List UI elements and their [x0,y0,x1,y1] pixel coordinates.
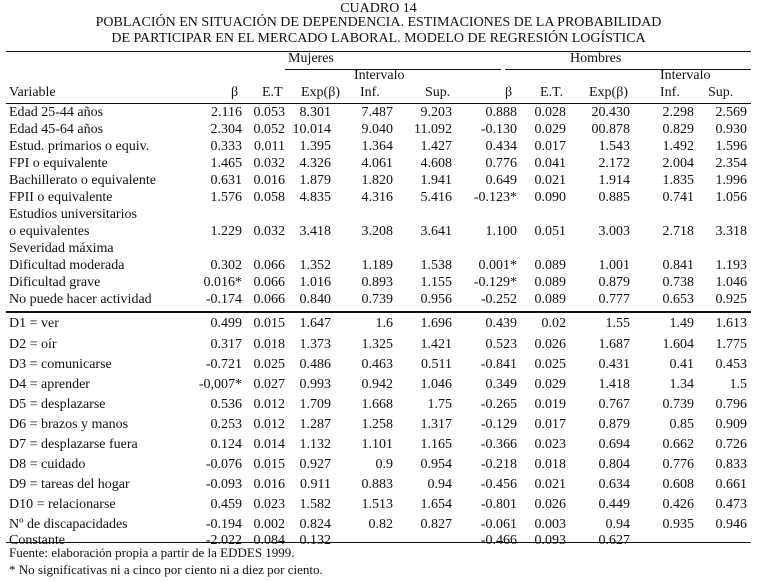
row-label: Bachillerato o equivalente [9,173,156,188]
table-title-line-1: POBLACIÓN EN SITUACIÓN DE DEPENDENCIA. ESTIMACIONES DE LA PROBABILIDAD [95,15,662,30]
cell-et-m: 0.084 [253,533,285,548]
cell-sup-h: 1.775 [715,336,747,352]
cell-sup-h: 3.318 [715,224,747,239]
cell-inf-m: 0.739 [361,292,393,307]
cell-sup-h: 0.925 [715,292,747,307]
cell-sup-h: 0.726 [715,436,747,452]
cell-inf-m: 1.364 [361,139,393,154]
cell-inf-m: 7.487 [361,105,393,120]
cell-et-m: 0.027 [253,376,285,392]
cell-beta-m: -0.174 [205,292,242,307]
cell-sup-m: 0.94 [427,476,452,492]
cell-inf-h: 0.776 [662,456,694,472]
row-label: FPII o equivalente [9,190,113,205]
row-label: Estudios universitarios [9,207,137,222]
cell-et-h: 0.029 [534,122,566,137]
cell-et-h: 0.028 [534,105,566,120]
cell-et-h: 0.023 [534,436,566,452]
cell-inf-m: 0.942 [361,376,393,392]
cell-inf-m: 0.82 [368,516,393,532]
row-label: D10 = relacionarse [9,496,116,512]
cell-beta-m: -0.093 [205,476,242,492]
cell-inf-h: 0.738 [662,275,694,290]
cell-sup-m: 3.641 [420,224,452,239]
cell-beta-m: 1.465 [210,156,242,171]
cell-beta-h: -0.130 [480,122,517,137]
row-label: D7 = desplazarse fuera [9,436,138,452]
cell-beta-m: 0.459 [210,496,242,512]
table-row [0,415,757,435]
cell-beta-h: -0.061 [480,516,517,532]
cell-inf-h: 2.298 [662,105,694,120]
row-label: D9 = tareas del hogar [9,476,130,492]
cell-beta-m: -2.022 [205,533,242,548]
cell-expb-m: 0.486 [299,356,331,372]
cell-inf-m: 1.325 [361,336,393,352]
row-label: Nº de discapacidades [9,516,128,532]
cell-beta-m: 0.016* [203,275,242,290]
mujeres-underline [285,69,501,70]
cell-et-h: 0.018 [534,456,566,472]
cell-expb-m: 4.326 [299,156,331,171]
cell-et-h: 0.041 [534,156,566,171]
cell-beta-h: -0.129* [473,275,517,290]
cell-inf-m: 1.258 [361,416,393,432]
hombres-underline [505,69,751,70]
cell-et-h: 0.026 [534,496,566,512]
cell-sup-m: 1.654 [420,496,452,512]
table-row [0,122,757,139]
cell-inf-h: 0.935 [662,516,694,532]
cell-expb-h: 0.804 [598,456,630,472]
cuadro-label: CUADRO 14 [340,1,417,16]
cell-beta-m: 0.499 [210,315,242,331]
cell-inf-m: 0.9 [375,456,393,472]
row-label: Constante [9,533,65,548]
cell-sup-h: 0.930 [715,122,747,137]
table-row [0,355,757,375]
cell-expb-h: 0.634 [598,476,630,492]
source-note: Fuente: elaboración propia a partir de la EDDES 1999. [9,545,295,560]
cell-expb-h: 1.55 [605,315,630,331]
cell-inf-m: 1.101 [361,436,393,452]
table-row [0,258,757,275]
cell-sup-m: 4.608 [420,156,452,171]
cell-beta-h: -0.841 [480,356,517,372]
row-label: D8 = cuidado [9,456,86,472]
cell-beta-h: -0.466 [480,533,517,548]
cell-expb-m: 1.132 [299,436,331,452]
cell-inf-h: 1.835 [662,173,694,188]
cell-beta-h: -0.456 [480,476,517,492]
cell-beta-h: -0.218 [480,456,517,472]
cell-inf-h: 2.718 [662,224,694,239]
cell-expb-h: 0.777 [598,292,630,307]
row-label: D5 = desplazarse [9,396,106,412]
cell-inf-h: 0.653 [662,292,694,307]
cell-expb-m: 0.927 [299,456,331,472]
cell-et-h: 0.089 [534,275,566,290]
cell-beta-h: -0.801 [480,496,517,512]
cell-expb-m: 1.879 [299,173,331,188]
cell-beta-m: 0.124 [210,436,242,452]
cell-et-h: 0.025 [534,356,566,372]
cell-expb-m: 8.301 [299,105,331,120]
table-row [0,314,757,334]
table-row [0,207,757,241]
cell-inf-m: 0.463 [361,356,393,372]
cell-sup-m: 1.155 [420,275,452,290]
cell-inf-h: 0.829 [662,122,694,137]
cell-sup-m: 0.511 [421,356,452,372]
cell-sup-h: 1.193 [715,258,747,273]
cell-sup-h: 1.996 [715,173,747,188]
table-row [0,395,757,415]
col-expb-h: Exp(β) [589,85,628,100]
cell-beta-m: 1.576 [210,190,242,205]
cell-sup-m: 5.416 [420,190,452,205]
cell-et-m: 0.023 [253,496,285,512]
cell-expb-h: 1.418 [598,376,630,392]
cell-beta-m: -0.076 [205,456,242,472]
row-label-continued: o equivalentes [9,224,90,239]
cell-beta-m: -0.194 [205,516,242,532]
cell-inf-h: 1.604 [662,336,694,352]
cell-beta-m: 0.536 [210,396,242,412]
cell-inf-h: 0.662 [662,436,694,452]
col-beta-h: β [505,85,513,100]
cell-sup-h: 2.569 [715,105,747,120]
cell-expb-m: 0.824 [299,516,331,532]
cell-sup-m: 0.827 [420,516,452,532]
cell-sup-h: 0.661 [715,476,747,492]
cell-expb-h: 0.885 [598,190,630,205]
cell-inf-h: 1.492 [662,139,694,154]
cell-et-m: 0.066 [253,258,285,273]
cell-beta-h: -0.129 [480,416,517,432]
cell-beta-h: 0.349 [485,376,517,392]
col-sup-m: Sup. [425,85,451,100]
table-row [0,105,757,122]
cell-inf-h: 0.41 [669,356,694,372]
cell-expb-h: 1.543 [598,139,630,154]
row-label: Estud. primarios o equiv. [9,139,150,154]
col-et-h: E.T. [540,85,564,100]
cell-et-h: 0.089 [534,292,566,307]
cell-et-h: 0.017 [534,139,566,154]
cell-sup-m: 1.75 [427,396,452,412]
cell-sup-m: 1.696 [420,315,452,331]
cell-et-m: 0.066 [253,292,285,307]
row-label: D6 = brazos y manos [9,416,129,432]
cell-inf-h: 2.004 [662,156,694,171]
group-hombres: Hombres [570,51,622,66]
cell-inf-m: 4.316 [361,190,393,205]
col-inf-m: Inf. [360,85,380,100]
col-beta-m: β [231,85,239,100]
cell-et-h: 0.021 [534,173,566,188]
row-label: Severidad máxima [9,241,114,256]
cell-beta-m: -0,007* [198,376,242,392]
cell-et-m: 0.012 [253,396,285,412]
row-label: Dificultad moderada [9,258,125,273]
cell-sup-h: 0.796 [715,396,747,412]
cell-sup-m: 1.046 [420,376,452,392]
cell-sup-m: 1.427 [420,139,452,154]
cell-et-h: 0.029 [534,376,566,392]
cell-et-h: 0.02 [541,315,566,331]
cell-beta-h: 0.439 [485,315,517,331]
cell-beta-m: 1.229 [210,224,242,239]
table-row [0,455,757,475]
cell-et-m: 0.032 [253,156,285,171]
cell-beta-m: 0.631 [210,173,242,188]
intervalo-hombres: Intervalo [660,68,711,83]
table-row [0,139,757,156]
cell-beta-m: 2.304 [210,122,242,137]
cell-expb-m: 0.132 [299,533,331,548]
cell-sup-m: 1.538 [420,258,452,273]
cell-et-m: 0.014 [253,436,285,452]
cell-inf-h: 0.739 [662,396,694,412]
cell-sup-h: 1.046 [715,275,747,290]
cell-inf-h: 0.841 [662,258,694,273]
cell-expb-m: 1.016 [299,275,331,290]
cell-inf-m: 4.061 [361,156,393,171]
cell-et-h: 0.026 [534,336,566,352]
cell-sup-h: 0.946 [715,516,747,532]
cell-inf-h: 0.741 [662,190,694,205]
cell-beta-h: 0.434 [485,139,517,154]
cell-expb-h: 0.627 [598,533,630,548]
cell-inf-m: 9.040 [361,122,393,137]
cell-et-m: 0.025 [253,356,285,372]
table-row [0,156,757,173]
table-row [0,190,757,207]
cell-et-m: 0.018 [253,336,285,352]
cell-sup-h: 1.596 [715,139,747,154]
cell-sup-h: 1.056 [715,190,747,205]
cell-expb-h: 20.430 [591,105,630,120]
cell-beta-h: 0.888 [485,105,517,120]
cell-inf-m: 0.893 [361,275,393,290]
row-label: D1 = ver [9,315,59,331]
table-row [0,375,757,395]
cell-sup-h: 1.613 [715,315,747,331]
cell-expb-h: 0.767 [598,396,630,412]
cell-et-m: 0.066 [253,275,285,290]
row-label: Edad 25-44 años [9,105,104,120]
cell-sup-m: 1.941 [420,173,452,188]
row-label: D2 = oír [9,336,57,352]
cell-expb-h: 0.94 [605,516,630,532]
cell-inf-h: 0.85 [669,416,694,432]
cell-beta-h: 0.523 [485,336,517,352]
cell-expb-m: 3.418 [299,224,331,239]
cell-et-m: 0.016 [253,476,285,492]
cell-beta-m: 0.253 [210,416,242,432]
cell-et-h: 0.003 [534,516,566,532]
table-header [0,46,757,110]
cell-sup-h: 0.833 [715,456,747,472]
row-label: FPI o equivalente [9,156,108,171]
cell-beta-h: 0.649 [485,173,517,188]
cell-et-h: 0.051 [534,224,566,239]
significance-note: * No significativas ni a cinco por ciento ni a diez por ciento. [9,562,323,577]
cell-beta-m: 0.302 [210,258,242,273]
table-row [0,292,757,309]
cell-sup-m: 9.203 [420,105,452,120]
row-label: D3 = comunicarse [9,356,112,372]
table-row [0,173,757,190]
intervalo-mujeres: Intervalo [354,68,405,83]
cell-et-m: 0.053 [253,105,285,120]
row-label: D4 = aprender [9,376,90,392]
cell-inf-m: 1.513 [361,496,393,512]
cell-expb-m: 1.582 [299,496,331,512]
cell-et-m: 0.011 [254,139,285,154]
cell-expb-h: 00.878 [591,122,630,137]
header-rule [6,103,751,104]
cell-expb-m: 1.395 [299,139,331,154]
row-label: No puede hacer actividad [9,292,152,307]
cell-beta-h: -0.265 [480,396,517,412]
col-variable: Variable [9,85,56,100]
cell-expb-m: 1.352 [299,258,331,273]
cell-beta-h: -0.252 [480,292,517,307]
cell-beta-m: 0.317 [210,336,242,352]
cell-expb-h: 1.914 [598,173,630,188]
cell-et-m: 0.058 [253,190,285,205]
cell-et-m: 0.012 [253,416,285,432]
cell-expb-m: 1.373 [299,336,331,352]
cell-et-h: 0.021 [534,476,566,492]
section-rule [6,311,751,313]
col-inf-h: Inf. [660,85,680,100]
cell-inf-m: 3.208 [361,224,393,239]
col-et-m: E.T [262,85,283,100]
cell-expb-h: 0.879 [598,275,630,290]
cell-sup-m: 0.954 [420,456,452,472]
cell-expb-m: 1.647 [299,315,331,331]
table-row [0,435,757,455]
cell-et-h: 0.093 [534,533,566,548]
cell-sup-h: 0.473 [715,496,747,512]
cell-expb-h: 0.431 [598,356,630,372]
cell-inf-m: 1.6 [375,315,393,331]
cell-inf-m: 1.668 [361,396,393,412]
table-row [0,275,757,292]
cell-inf-h: 1.49 [669,315,694,331]
cell-inf-m: 1.189 [361,258,393,273]
cell-et-m: 0.015 [253,456,285,472]
cell-sup-h: 0.453 [715,356,747,372]
cell-et-m: 0.016 [253,173,285,188]
cell-et-m: 0.002 [253,516,285,532]
table-row [0,241,757,258]
row-label: Edad 45-64 años [9,122,104,137]
cell-inf-h: 0.426 [662,496,694,512]
cell-expb-h: 3.003 [598,224,630,239]
cell-et-m: 0.015 [253,315,285,331]
cell-et-h: 0.019 [534,396,566,412]
cell-sup-m: 0.956 [420,292,452,307]
cell-beta-m: 0.333 [210,139,242,154]
cell-sup-m: 1.421 [420,336,452,352]
table-row [0,515,757,535]
table-row [0,475,757,495]
cell-et-h: 0.017 [534,416,566,432]
cell-et-h: 0.089 [534,258,566,273]
cell-expb-h: 1.001 [598,258,630,273]
cell-expb-m: 4.835 [299,190,331,205]
cell-et-h: 0.090 [534,190,566,205]
cell-et-m: 0.032 [253,224,285,239]
cell-beta-h: -0.123* [473,190,517,205]
cell-inf-m: 0.883 [361,476,393,492]
cell-expb-h: 0.879 [598,416,630,432]
cell-sup-h: 2.354 [715,156,747,171]
col-expb-m: Exp(β) [301,85,340,100]
cell-expb-m: 0.993 [299,376,331,392]
cell-sup-h: 1.5 [729,376,747,392]
table-row [0,335,757,355]
cell-expb-h: 0.449 [598,496,630,512]
cell-sup-h: 0.909 [715,416,747,432]
cell-expb-m: 1.287 [299,416,331,432]
cell-expb-h: 2.172 [598,156,630,171]
cell-expb-h: 0.694 [598,436,630,452]
group-mujeres: Mujeres [288,51,334,66]
cell-expb-m: 0.911 [300,476,331,492]
cell-beta-m: 2.116 [211,105,242,120]
col-sup-h: Sup. [708,85,734,100]
cell-expb-m: 0.840 [299,292,331,307]
table-row [0,495,757,515]
cell-beta-h: 0.001* [478,258,517,273]
cell-expb-m: 1.709 [299,396,331,412]
cell-sup-m: 11.092 [414,122,452,137]
cell-expb-m: 10.014 [292,122,331,137]
cell-beta-h: 1.100 [485,224,517,239]
row-label: Dificultad grave [9,275,101,290]
cell-beta-m: -0.721 [205,356,242,372]
cell-sup-m: 1.165 [420,436,452,452]
cell-inf-m: 1.820 [361,173,393,188]
cell-inf-h: 1.34 [669,376,694,392]
cell-beta-h: -0.366 [480,436,517,452]
cell-inf-h: 0.608 [662,476,694,492]
cell-sup-m: 1.317 [420,416,452,432]
cell-et-m: 0.052 [253,122,285,137]
cell-beta-h: 0.776 [485,156,517,171]
cell-expb-h: 1.687 [598,336,630,352]
table-title-line-2: DE PARTICIPAR EN EL MERCADO LABORAL. MODELO DE REGRESIÓN LOGÍSTICA [111,31,646,46]
